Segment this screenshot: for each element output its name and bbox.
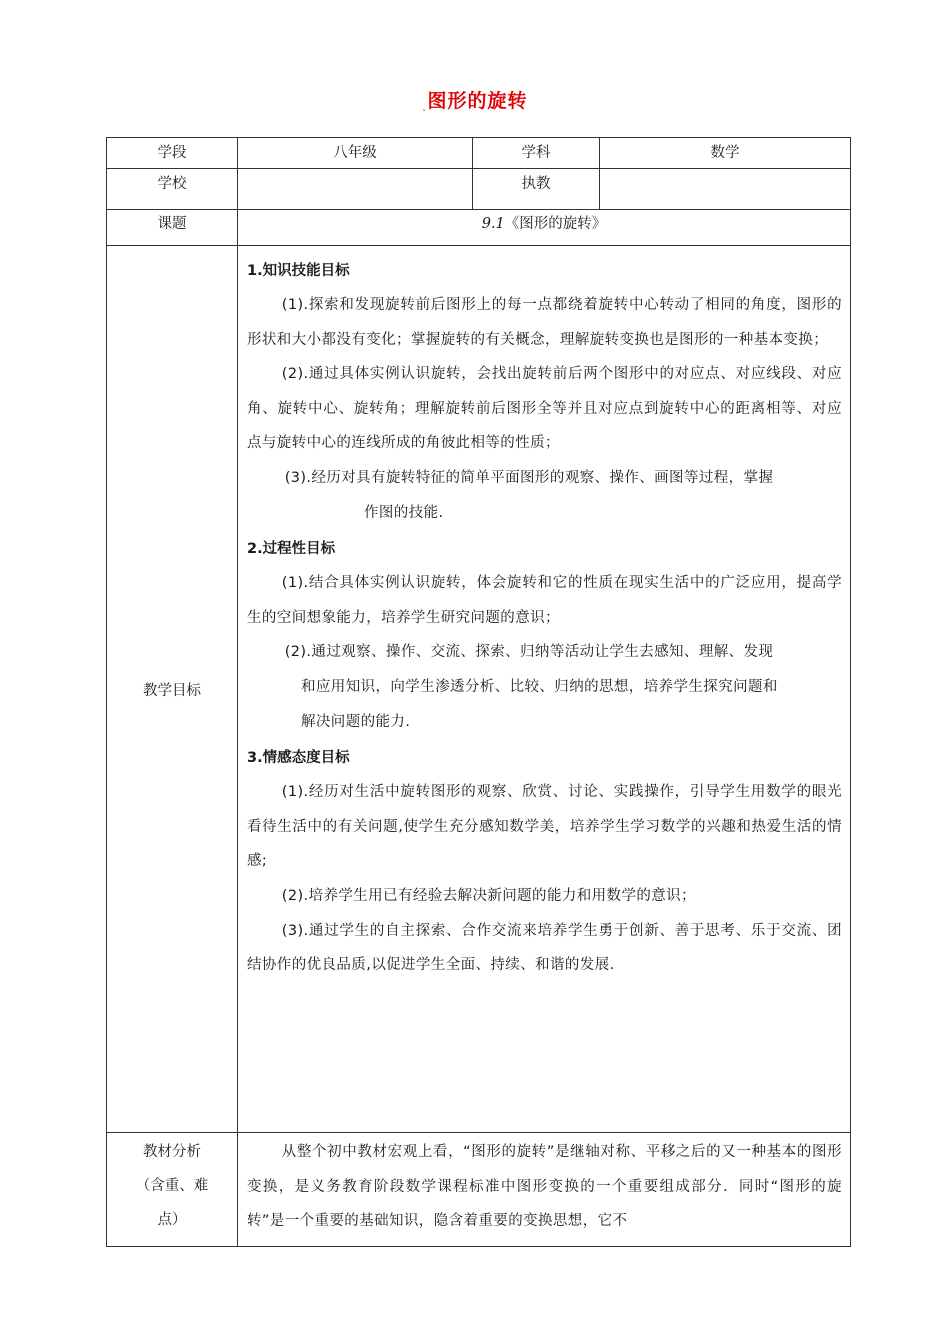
label-analysis bbox=[107, 1133, 238, 1247]
goals-content bbox=[238, 246, 851, 1133]
row-analysis bbox=[107, 1133, 851, 1247]
goals-1-item-3: (3).经历对具有旋转特征的简单平面图形的观察、操作、画图等过程，掌握 bbox=[284, 469, 774, 486]
label-analysis-line2: （含重、难 bbox=[135, 1178, 209, 1194]
row-stage-subject bbox=[107, 138, 851, 169]
label-school: 学校 bbox=[107, 169, 238, 210]
topic-number: 9.1 bbox=[481, 216, 505, 232]
goals-heading-2: 2.过程性目标 bbox=[247, 541, 336, 558]
row-goals bbox=[107, 246, 851, 1133]
topic-title: 《图形的旋转》 bbox=[504, 216, 607, 232]
label-analysis-line1: 教材分析 bbox=[143, 1144, 201, 1160]
goals-1-item-1: (1).探索和发现旋转前后图形上的每一点都绕着旋转中心转动了相同的角度，图形的形状和大小都没有变化；掌握旋转的有关概念，理解旋转变换也是图形的一种基本变换； bbox=[247, 297, 842, 348]
title-text: 图形的旋转 bbox=[427, 90, 528, 112]
analysis-content: 从整个初中教材宏观上看，“图形的旋转”是继轴对称、平移之后的又一种基本的图形变换，是义务教育阶段数学课程标准中图形变换的一个重要组成部分．同时“图形的旋转”是一个重要的基础知识，隐含着重要的变换思想，它不 bbox=[238, 1133, 851, 1247]
goals-heading-3: 3.情感态度目标 bbox=[247, 750, 350, 767]
goals-2-item-2: (2).通过观察、操作、交流、探索、归纳等活动让学生去感知、理解、发现 bbox=[284, 644, 774, 661]
label-teacher: 执教 bbox=[473, 169, 600, 210]
goals-2-item-2-cont1: 和应用知识，向学生渗透分析、比较、归纳的思想，培养学生探究问题和 bbox=[301, 678, 778, 695]
value-subject: 数学 bbox=[600, 138, 851, 169]
value-school bbox=[238, 169, 473, 210]
goals-3-item-1: (1).经历对生活中旋转图形的观察、欣赏、讨论、实践操作，引导学生用数学的眼光看待生活中的有关问题,使学生充分感知数学美，培养学生学习数学的兴趣和热爱生活的情感; bbox=[247, 784, 842, 870]
goals-2-item-1: (1).结合具体实例认识旋转，体会旋转和它的性质在现实生活中的广泛应用，提高学生的空间想象能力，培养学生研究问题的意识； bbox=[247, 575, 842, 626]
document-title bbox=[0, 86, 950, 113]
value-stage: 八年级 bbox=[238, 138, 473, 169]
goals-1-item-3-cont: 作图的技能. bbox=[364, 504, 444, 521]
value-teacher bbox=[600, 169, 851, 210]
label-subject: 学科 bbox=[473, 138, 600, 169]
value-topic bbox=[238, 210, 851, 246]
label-stage: 学段 bbox=[107, 138, 238, 169]
row-topic bbox=[107, 210, 851, 246]
lesson-plan-table bbox=[106, 137, 851, 1247]
goals-heading-1: 1.知识技能目标 bbox=[247, 263, 350, 279]
goals-1-item-2: (2).通过具体实例认识旋转，会找出旋转前后两个图形中的对应点、对应线段、对应角、旋转中心、旋转角；理解旋转前后图形全等并且对应点到旋转中心的距离相等、对应点与旋转中心的连线所成的角彼此相等的性质； bbox=[247, 366, 842, 452]
label-topic: 课题 bbox=[107, 210, 238, 246]
row-school-teacher bbox=[107, 169, 851, 210]
goals-3-item-2: (2).培养学生用已有经验去解决新问题的能力和用数学的意识； bbox=[281, 887, 696, 904]
label-goals: 教学目标 bbox=[107, 246, 238, 1133]
goals-2-item-2-cont2: 解决问题的能力. bbox=[301, 713, 411, 730]
title-mark: . bbox=[422, 104, 427, 113]
label-analysis-line3: 点） bbox=[157, 1212, 187, 1228]
goals-3-item-3: (3).通过学生的自主探索、合作交流来培养学生勇于创新、善于思考、乐于交流、团结协作的优良品质,以促进学生全面、持续、和谐的发展. bbox=[247, 922, 842, 974]
